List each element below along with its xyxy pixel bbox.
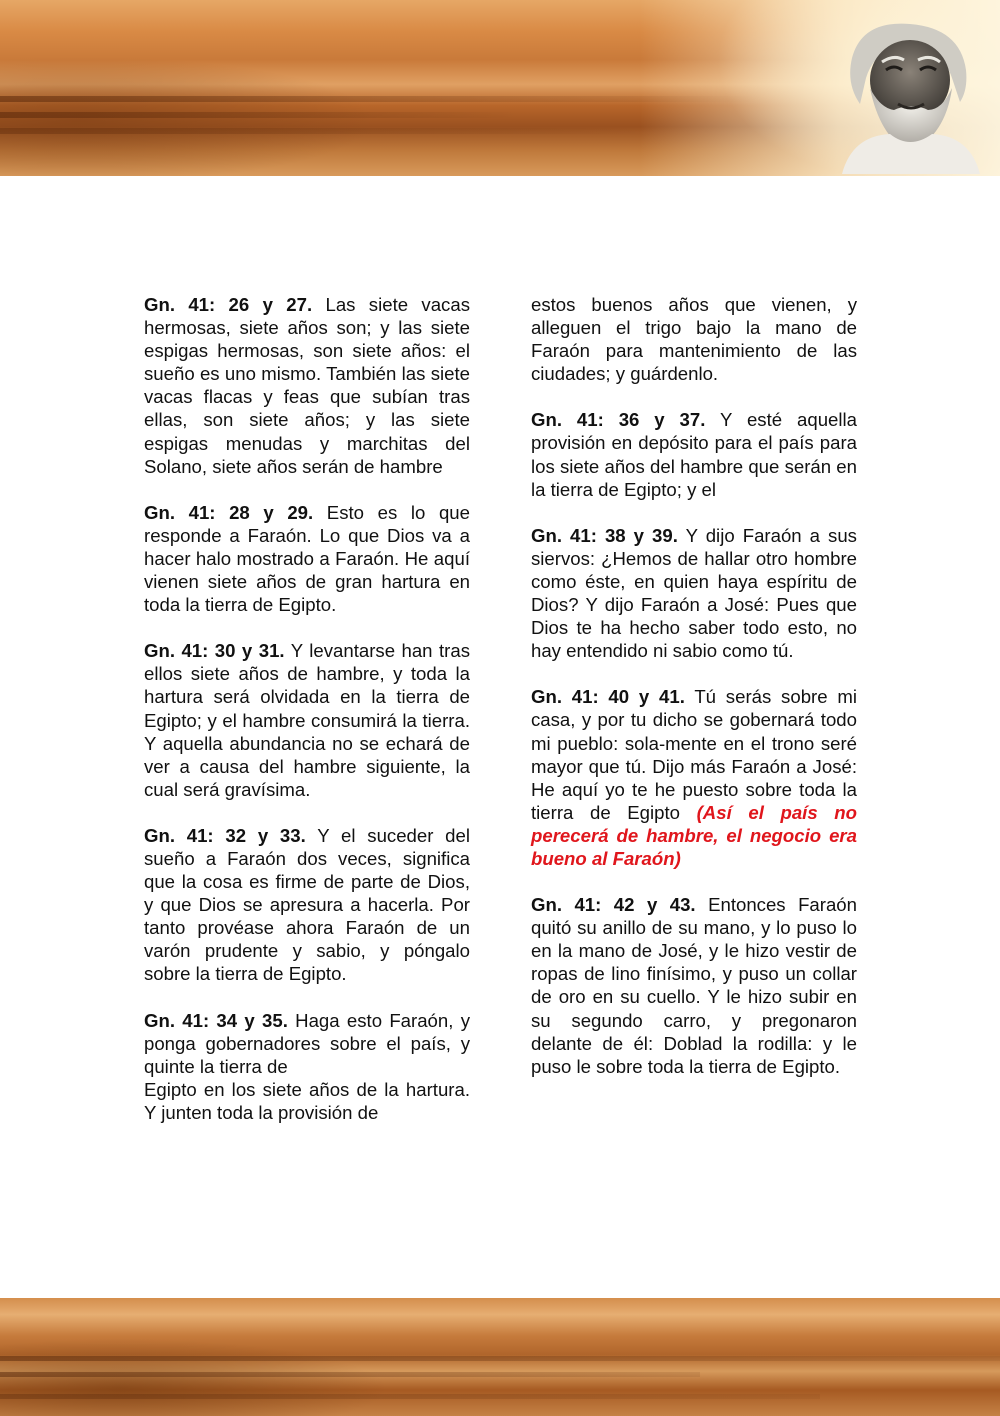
verse-paragraph — [144, 293, 470, 478]
verse-text: Haga esto Faraón, y ponga gobernadores sobre el país, y quinte la tierra de — [144, 1009, 470, 1077]
banner-streak — [0, 112, 520, 118]
verse-reference: Gn. 41: 40 y 41. — [531, 686, 685, 708]
bearded-man-portrait-icon — [832, 18, 982, 174]
verse-text: Y levantarse han tras ellos siete años de hambre, y toda la hartura será olvidada en la tierra de Egipto; y el hambre consumirá la tierra. Y aquella abundancia no se echará de ver a causa del hambre siguiente, la cual será gravísima. — [144, 640, 470, 800]
verse-reference: Gn. 41: 26 y 27. — [144, 294, 313, 315]
verse-reference: Gn. 41: 36 y 37. — [531, 409, 706, 431]
verse-reference: Gn. 41: 30 y 31. — [144, 640, 285, 662]
verse-text: Tú serás sobre mi casa, y por tu dicho se gobernará todo mi pueblo: sola-mente en el trono seré mayor que tú. Dijo más Faraón a José: He aquí yo te he puesto sobre toda la tierra de Egipto — [531, 686, 857, 823]
verse-reference: Gn. 41: 34 y 35. — [144, 1009, 288, 1031]
commentary-note: (Así el país no perecerá de hambre, el negocio era bueno al Faraón) — [531, 801, 857, 869]
verse-text: Y el suceder del sueño a Faraón dos veces, significa que la cosa es firme de parte de Dios, y que Dios se apresura a hacerla. Por tanto provéase ahora Faraón de un varón prudente y sabio, y póngalo sobre la tierra de Egipto. — [144, 824, 470, 985]
banner-streak — [0, 128, 640, 134]
left-column — [144, 293, 470, 1147]
banner-streak — [0, 1394, 820, 1399]
verse-text-continued: Egipto en los siete años de la hartura. Y junten toda la provisión de — [144, 1078, 470, 1123]
verse-paragraph — [531, 893, 857, 1078]
verse-reference: Gn. 41: 38 y 39. — [531, 524, 678, 546]
verse-text: Entonces Faraón quitó su anillo de su mano, y lo puso lo en la mano de José, y le hizo vestir de ropas de lino finísimo, y puso un collar de oro en su cuello. Y le hizo subir en su segundo carro, y pregonaron delante de él: Doblad la rodilla: y le puso le sobre toda la tierra de Egipto. — [531, 894, 857, 1077]
verse-paragraph — [144, 1009, 470, 1124]
right-column — [531, 293, 857, 1101]
banner-streak — [0, 1372, 700, 1377]
banner-streak — [0, 1356, 1000, 1361]
verse-text-continued: estos buenos años que vienen, y alleguen el trigo bajo la mano de Faraón para mantenimiento de las ciudades; y guárdenlo. — [531, 294, 857, 385]
verse-paragraph — [531, 293, 857, 385]
verse-reference: Gn. 41: 32 y 33. — [144, 824, 306, 846]
verse-paragraph — [144, 501, 470, 616]
verse-paragraph — [144, 639, 470, 801]
verse-paragraph — [531, 408, 857, 500]
verse-text: Y esté aquella provisión en depósito para el país para los siete años del hambre que serán en la tierra de Egipto; y el — [531, 409, 857, 500]
footer-banner — [0, 1298, 1000, 1416]
verse-text: Las siete vacas hermosas, siete años son; y las siete espigas hermosas, son siete años: el sueño es uno mismo. También las siete vacas flacas y feas que subían tras ellas, son siete años; y las siete espigas menudas y marchitas del Solano, siete años serán de hambre — [144, 294, 470, 477]
verse-paragraph — [531, 524, 857, 663]
verse-paragraph — [144, 824, 470, 986]
verse-text: Y dijo Faraón a sus siervos: ¿Hemos de hallar otro hombre como éste, en quien haya espíritu de Dios? Y dijo Faraón a José: Pues que Dios te ha hecho saber todo esto, no hay entendido ni sabio como tú. — [531, 524, 857, 662]
verse-paragraph — [531, 685, 857, 870]
verse-text: Esto es lo que responde a Faraón. Lo que Dios va a hacer halo mostrado a Faraón. He aquí vienen siete años de gran hartura en toda la tierra de Egipto. — [144, 501, 470, 616]
verse-reference: Gn. 41: 28 y 29. — [144, 501, 314, 523]
verse-reference: Gn. 41: 42 y 43. — [531, 894, 696, 916]
